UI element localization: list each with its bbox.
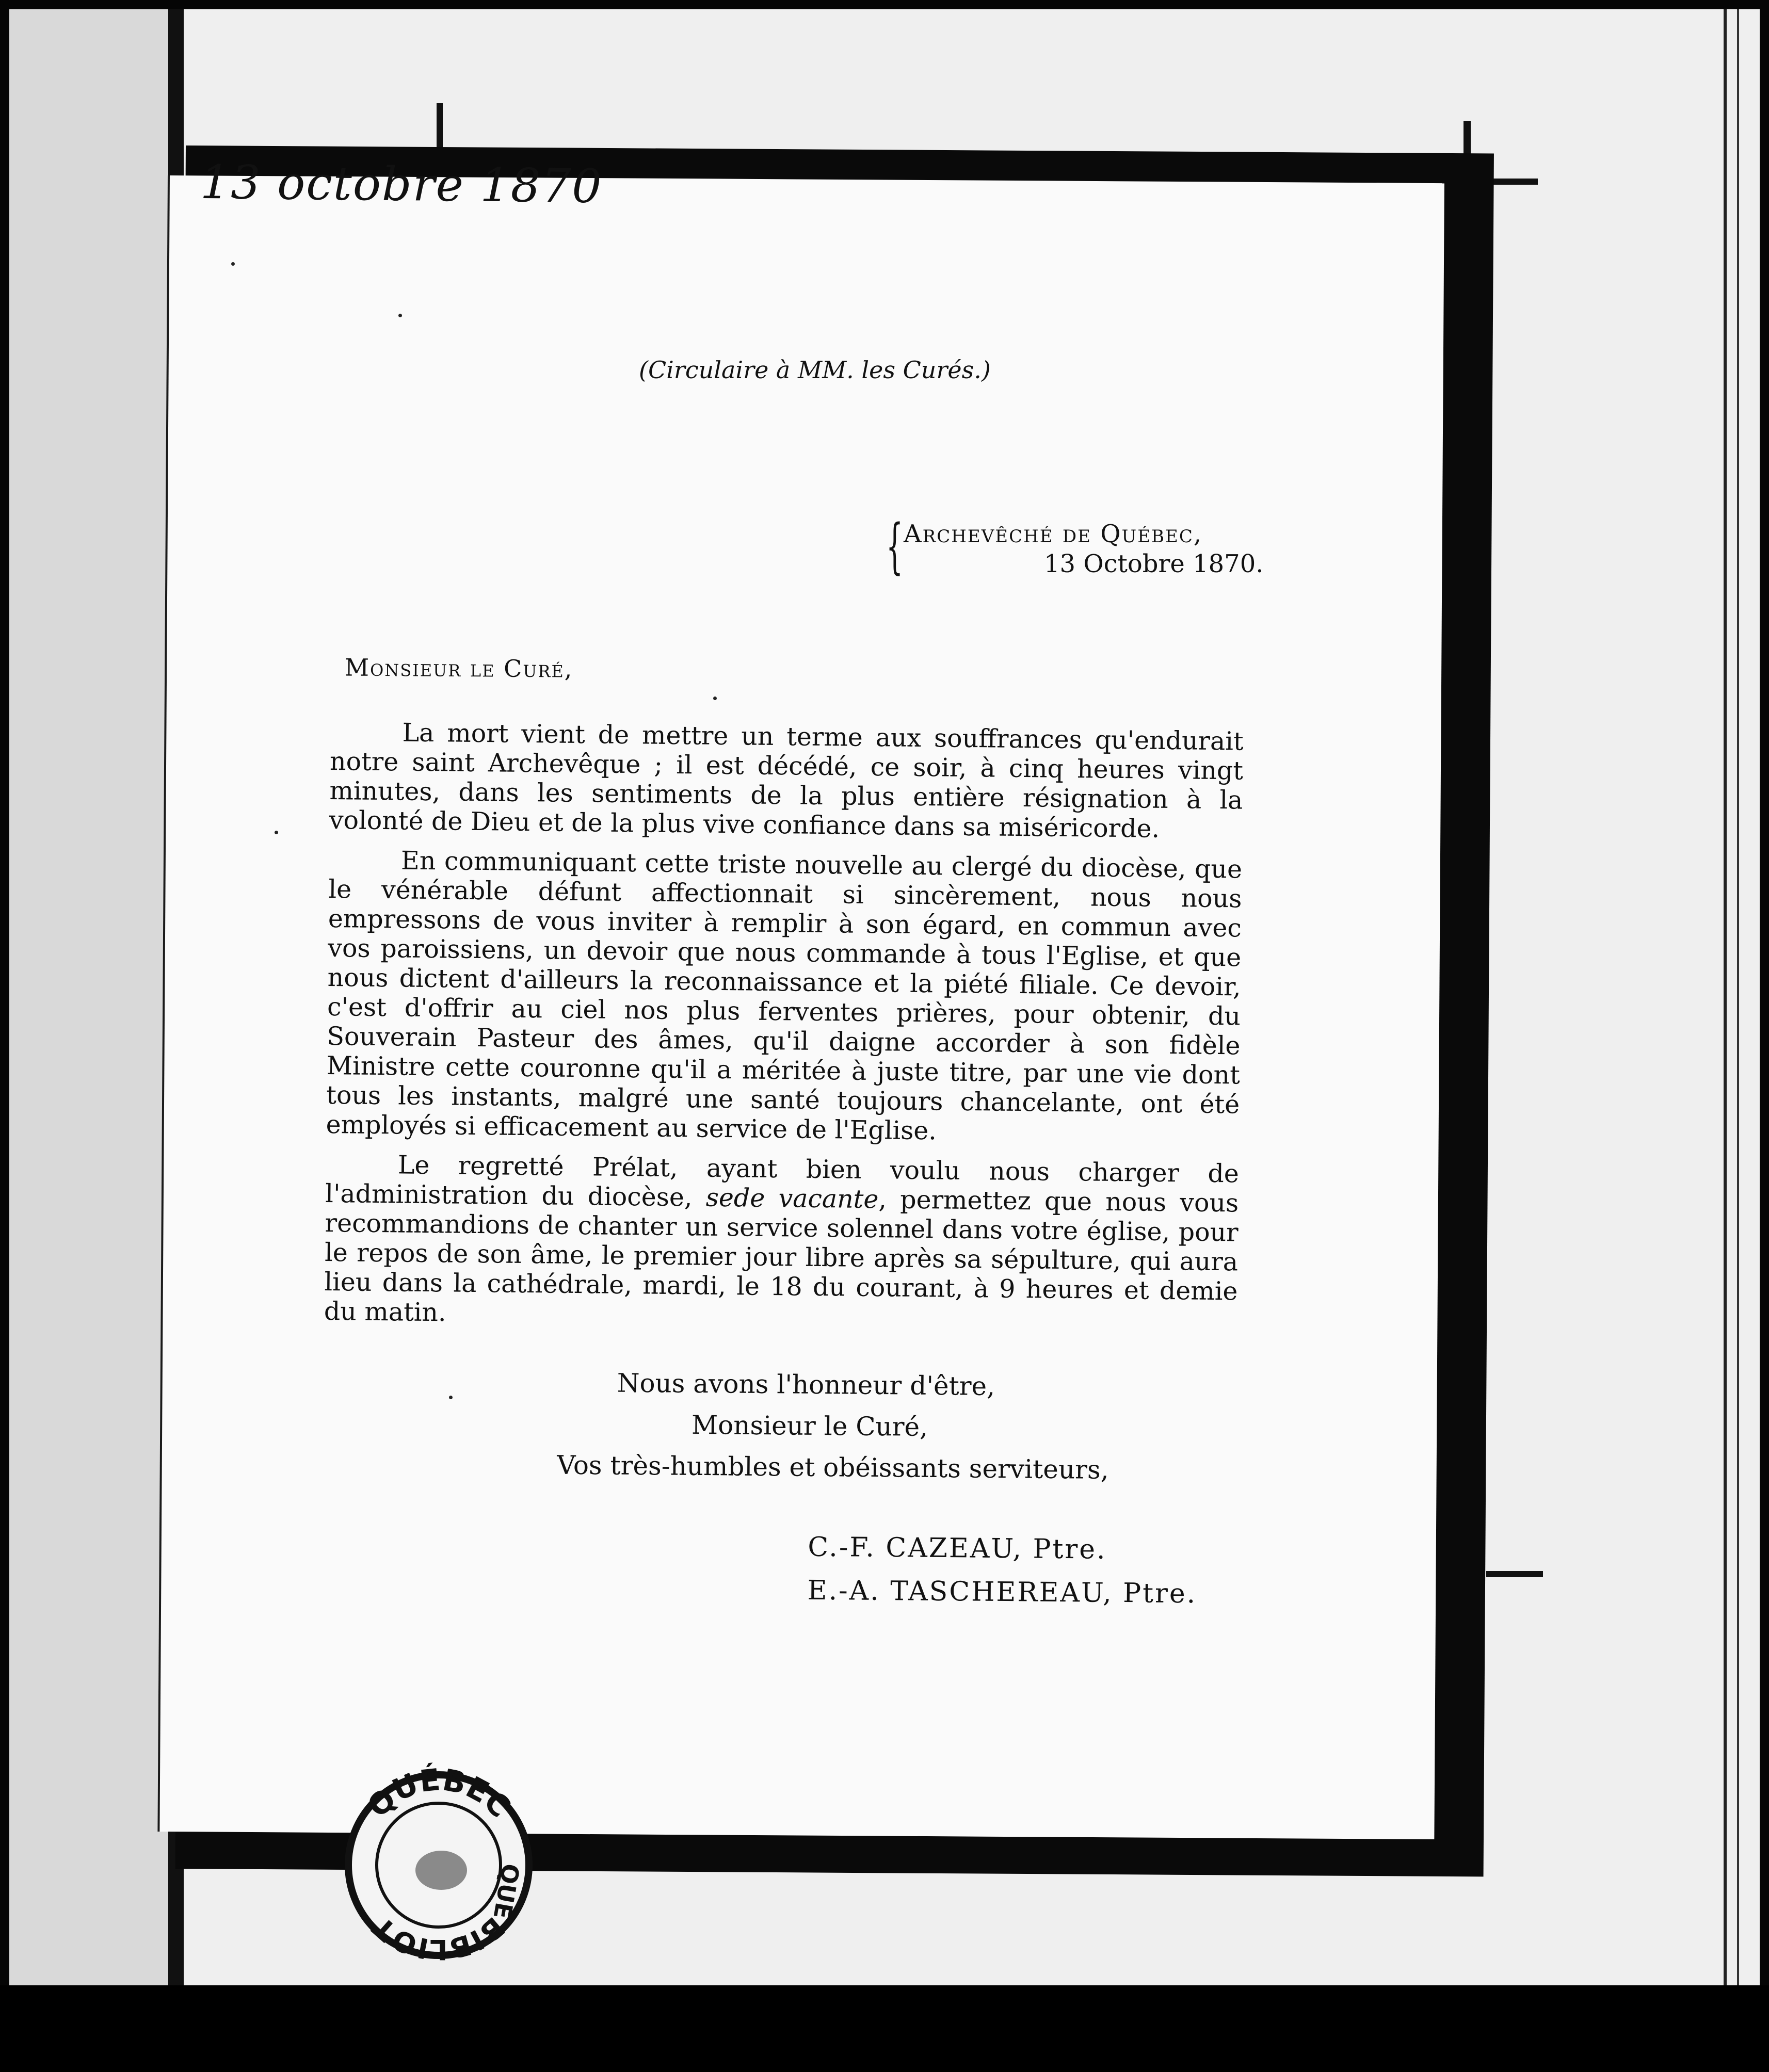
svg-text:QUE: QUE: [488, 1861, 525, 1921]
dateline-place: Archevêché de Québec,: [904, 520, 1203, 548]
paragraph-text: Le regretté Prélat, ayant bien voulu nous charger de l'administration du diocèse,: [325, 1150, 1240, 1212]
speck: [398, 314, 402, 317]
speck: [449, 1396, 453, 1399]
paragraph: [326, 845, 1242, 1149]
library-stamp: [330, 1759, 547, 1966]
signature-cazeau: C.-F. CAZEAU, Ptre.: [808, 1531, 1107, 1565]
speck: [231, 262, 235, 266]
brace-glyph: {: [886, 512, 904, 581]
paragraph-text: , permettez que nous vous recommandions de chanter un service solennel dans votre église, pour le repos de son âme, le premier jour libre après sa sépulture, qui aura lieu dans la cathédrale, mardi, le 18 du courant, à 9 heures et demie du matin.: [324, 1185, 1239, 1328]
paragraph-text: La mort vient de mettre un terme aux souffrances qu'endurait notre saint Archevêque ; il est décédé, ce soir, à cinq heures vingt minutes, dans les sentiments de la plus entière résignation à la volonté de Dieu et de la plus vive confiance dans sa miséricorde.: [329, 718, 1244, 844]
closing-line: Vos très-humbles et obéissants serviteurs,: [557, 1450, 1109, 1485]
speck: [713, 697, 717, 700]
paragraph: [329, 717, 1244, 845]
paragraph-text: En communiquant cette triste nouvelle au clergé du diocèse, que le vénérable défunt affectionnait si sincèrement, nous nous empressons de vous inviter à remplir à son égard, en commun avec vos paroissiens, un devoir que nous commande à tous l'Eglise, et que nous dictent d'ailleurs la reconnaissance et la piété filiale. Ce devoir, c'est d'offrir au ciel nos plus ferventes prières, pour obtenir, du Souverain Pasteur des âmes, qu'il daigne accorder à son fidèle Ministre cette couronne qu'il a méritée à juste titre, par une vie dont tous les instants, malgré une santé toujours chancelante, ont été employés si efficacement au service de l'Eglise.: [326, 846, 1243, 1146]
paragraph: [324, 1150, 1239, 1336]
closing-line: Nous avons l'honneur d'être,: [617, 1368, 995, 1401]
signature-taschereau: E.-A. TASCHEREAU, Ptre.: [807, 1575, 1197, 1610]
latin-phrase: sede vacante: [705, 1183, 879, 1215]
signature-block: [807, 1526, 1197, 1616]
letter-body: [324, 717, 1243, 1346]
closing-line: Monsieur le Curé,: [691, 1410, 928, 1442]
sheet-edge-line: [1737, 9, 1739, 1985]
speck: [275, 831, 278, 834]
circular-heading: (Circulaire à MM. les Curés.): [639, 356, 991, 384]
svg-text:BIBLIOT: BIBLIOT: [366, 1910, 511, 1966]
handwritten-date: 13 octobre 1870: [200, 155, 603, 214]
svg-text:QUÉBEC: QUÉBEC: [360, 1761, 518, 1824]
salutation: Monsieur le Curé,: [344, 653, 573, 683]
sheet-edge-line: [1724, 9, 1727, 1985]
registration-mark: [1486, 1571, 1543, 1577]
film-border: [0, 1985, 1769, 2072]
closing-block: [516, 1362, 1239, 1492]
dateline-date: 13 Octobre 1870.: [1044, 549, 1264, 578]
